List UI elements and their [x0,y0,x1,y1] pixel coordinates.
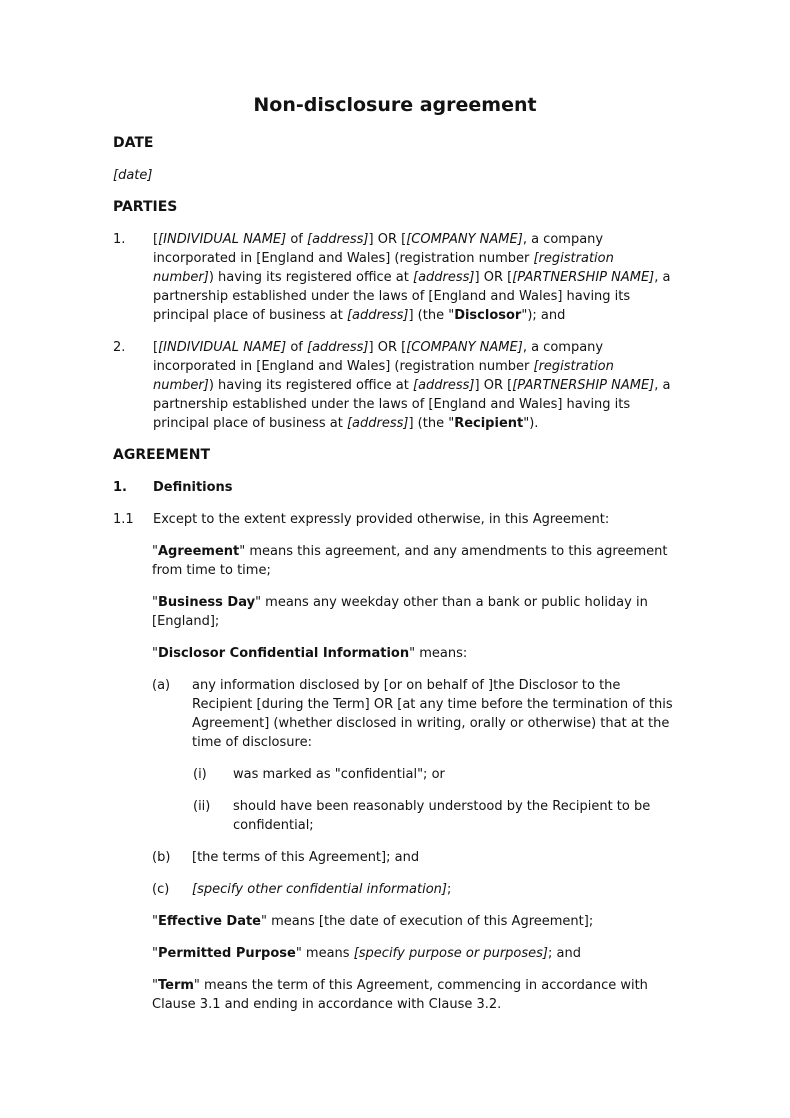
def-item-a [152,676,677,752]
text-run: was marked as "confidential"; or [233,767,445,782]
item-label: 1. [113,480,127,495]
text-run: ] (the " [408,416,455,431]
text-run: Term [157,978,194,993]
def-item-c [152,880,677,899]
item-text [192,880,677,899]
text-run: Disclosor Confidential Information [157,646,410,661]
item-label: 2. [113,340,126,355]
text-run: Definitions [153,480,233,495]
text-run: [COMPANY NAME] [406,232,523,247]
text-run: , a company incorporated in [England and Wales] (registration number [153,232,604,266]
item-text [233,797,677,835]
def-business-day [152,593,677,631]
text-run: of [286,232,307,247]
item-label: (ii) [193,799,211,814]
text-run: " means this agreement, and any amendments to this agreement from time to time; [152,544,668,578]
heading-agreement [113,446,677,465]
text-run: [PARTNERSHIP NAME] [512,270,655,285]
text-run: " [152,914,158,929]
text-run: of [286,340,307,355]
date-placeholder [113,166,677,185]
document-title [113,94,677,117]
text-run: " [152,595,158,610]
def-term [152,976,677,1014]
item-label: 1. [113,232,126,247]
def-permitted-purpose [152,944,677,963]
text-run: [address] [307,340,369,355]
item-label: (a) [152,678,171,693]
item-label: (i) [193,767,207,782]
text-run: "); and [521,308,566,323]
text-run: " [152,544,158,559]
text-run: Recipient [454,416,524,431]
text-run: " [152,946,158,961]
item-text [153,230,677,325]
text-run: ] OR [ [474,378,513,393]
text-run: Disclosor [454,308,522,323]
text-run: [specify other confidential information] [192,882,447,897]
item-label: (c) [152,882,170,897]
text-run: [INDIVIDUAL NAME] [158,340,287,355]
text-run: " means: [409,646,468,661]
text-run: any information disclosed by [or on behalf of ]the Disclosor to the Recipient [during the Term] OR [at any time before the termination of this Agreement] (whether disclosed in writing, orally or otherwise) that at the time of disclosure: [192,678,673,750]
item-text [153,510,677,529]
item-label: (b) [152,850,171,865]
text-run: , a partnership established under the laws of [England and Wales] having its principal place of business at [153,378,671,431]
clause-1-1 [113,510,677,529]
text-run: [date] [113,168,153,183]
def-disclosor-confidential-information [152,644,677,663]
text-run: Permitted Purpose [157,946,296,961]
text-run: " means the term of this Agreement, commencing in accordance with Clause 3.1 and ending in accordance with Clause 3.2. [152,978,648,1012]
def-item-a-ii [193,797,677,835]
text-run: [ [153,232,159,247]
text-run: ] OR [ [368,232,407,247]
text-run: [address] [346,416,409,431]
text-run: ] OR [ [474,270,513,285]
text-run: Except to the extent expressly provided otherwise, in this Agreement: [153,512,610,527]
text-run: [specify purpose or purposes] [353,946,548,961]
text-run: Agreement [157,544,240,559]
text-run: ] OR [ [368,340,407,355]
text-run: [registration number] [153,251,614,285]
text-run: [address] [346,308,409,323]
text-run: PARTIES [113,199,178,215]
text-run: Effective Date [157,914,262,929]
text-run: [PARTNERSHIP NAME] [512,378,655,393]
item-text [153,338,677,433]
text-run: " means any weekday other than a bank or public holiday in [England]; [152,595,648,629]
document-body [113,94,677,1014]
def-effective-date [152,912,677,931]
text-run: ; [447,882,452,897]
item-text [233,765,677,784]
text-run: DATE [113,135,154,151]
text-run: [address] [413,270,475,285]
clause-definitions-heading [113,478,677,497]
def-item-b [152,848,677,867]
text-run: ) having its registered office at [208,378,413,393]
party-item-1 [113,230,677,325]
heading-date [113,134,677,153]
def-item-a-i [193,765,677,784]
text-run: [COMPANY NAME] [406,340,523,355]
text-run: [address] [307,232,369,247]
text-run: [address] [413,378,475,393]
item-text [153,478,677,497]
heading-parties [113,198,677,217]
text-run: " [152,646,158,661]
text-run: " means [295,946,354,961]
text-run: [ [153,340,159,355]
text-run: , a company incorporated in [England and Wales] (registration number [153,340,604,374]
text-run: ) having its registered office at [208,270,413,285]
item-text [192,676,677,752]
party-item-2 [113,338,677,433]
text-run: AGREEMENT [113,447,210,463]
text-run: ; and [548,946,581,961]
def-agreement [152,542,677,580]
text-run: " [152,978,158,993]
text-run: should have been reasonably understood by the Recipient to be confidential; [233,799,651,833]
text-run: [the terms of this Agreement]; and [192,850,420,865]
text-run: Business Day [157,595,256,610]
text-run: [registration number] [153,359,614,393]
item-text [192,848,677,867]
text-run: [INDIVIDUAL NAME] [158,232,287,247]
text-run: ] (the " [408,308,455,323]
item-label: 1.1 [113,512,134,527]
text-run: , a partnership established under the laws of [England and Wales] having its principal place of business at [153,270,671,323]
text-run: " means [the date of execution of this Agreement]; [261,914,594,929]
text-run: Non-disclosure agreement [253,94,537,116]
text-run: "). [523,416,539,431]
